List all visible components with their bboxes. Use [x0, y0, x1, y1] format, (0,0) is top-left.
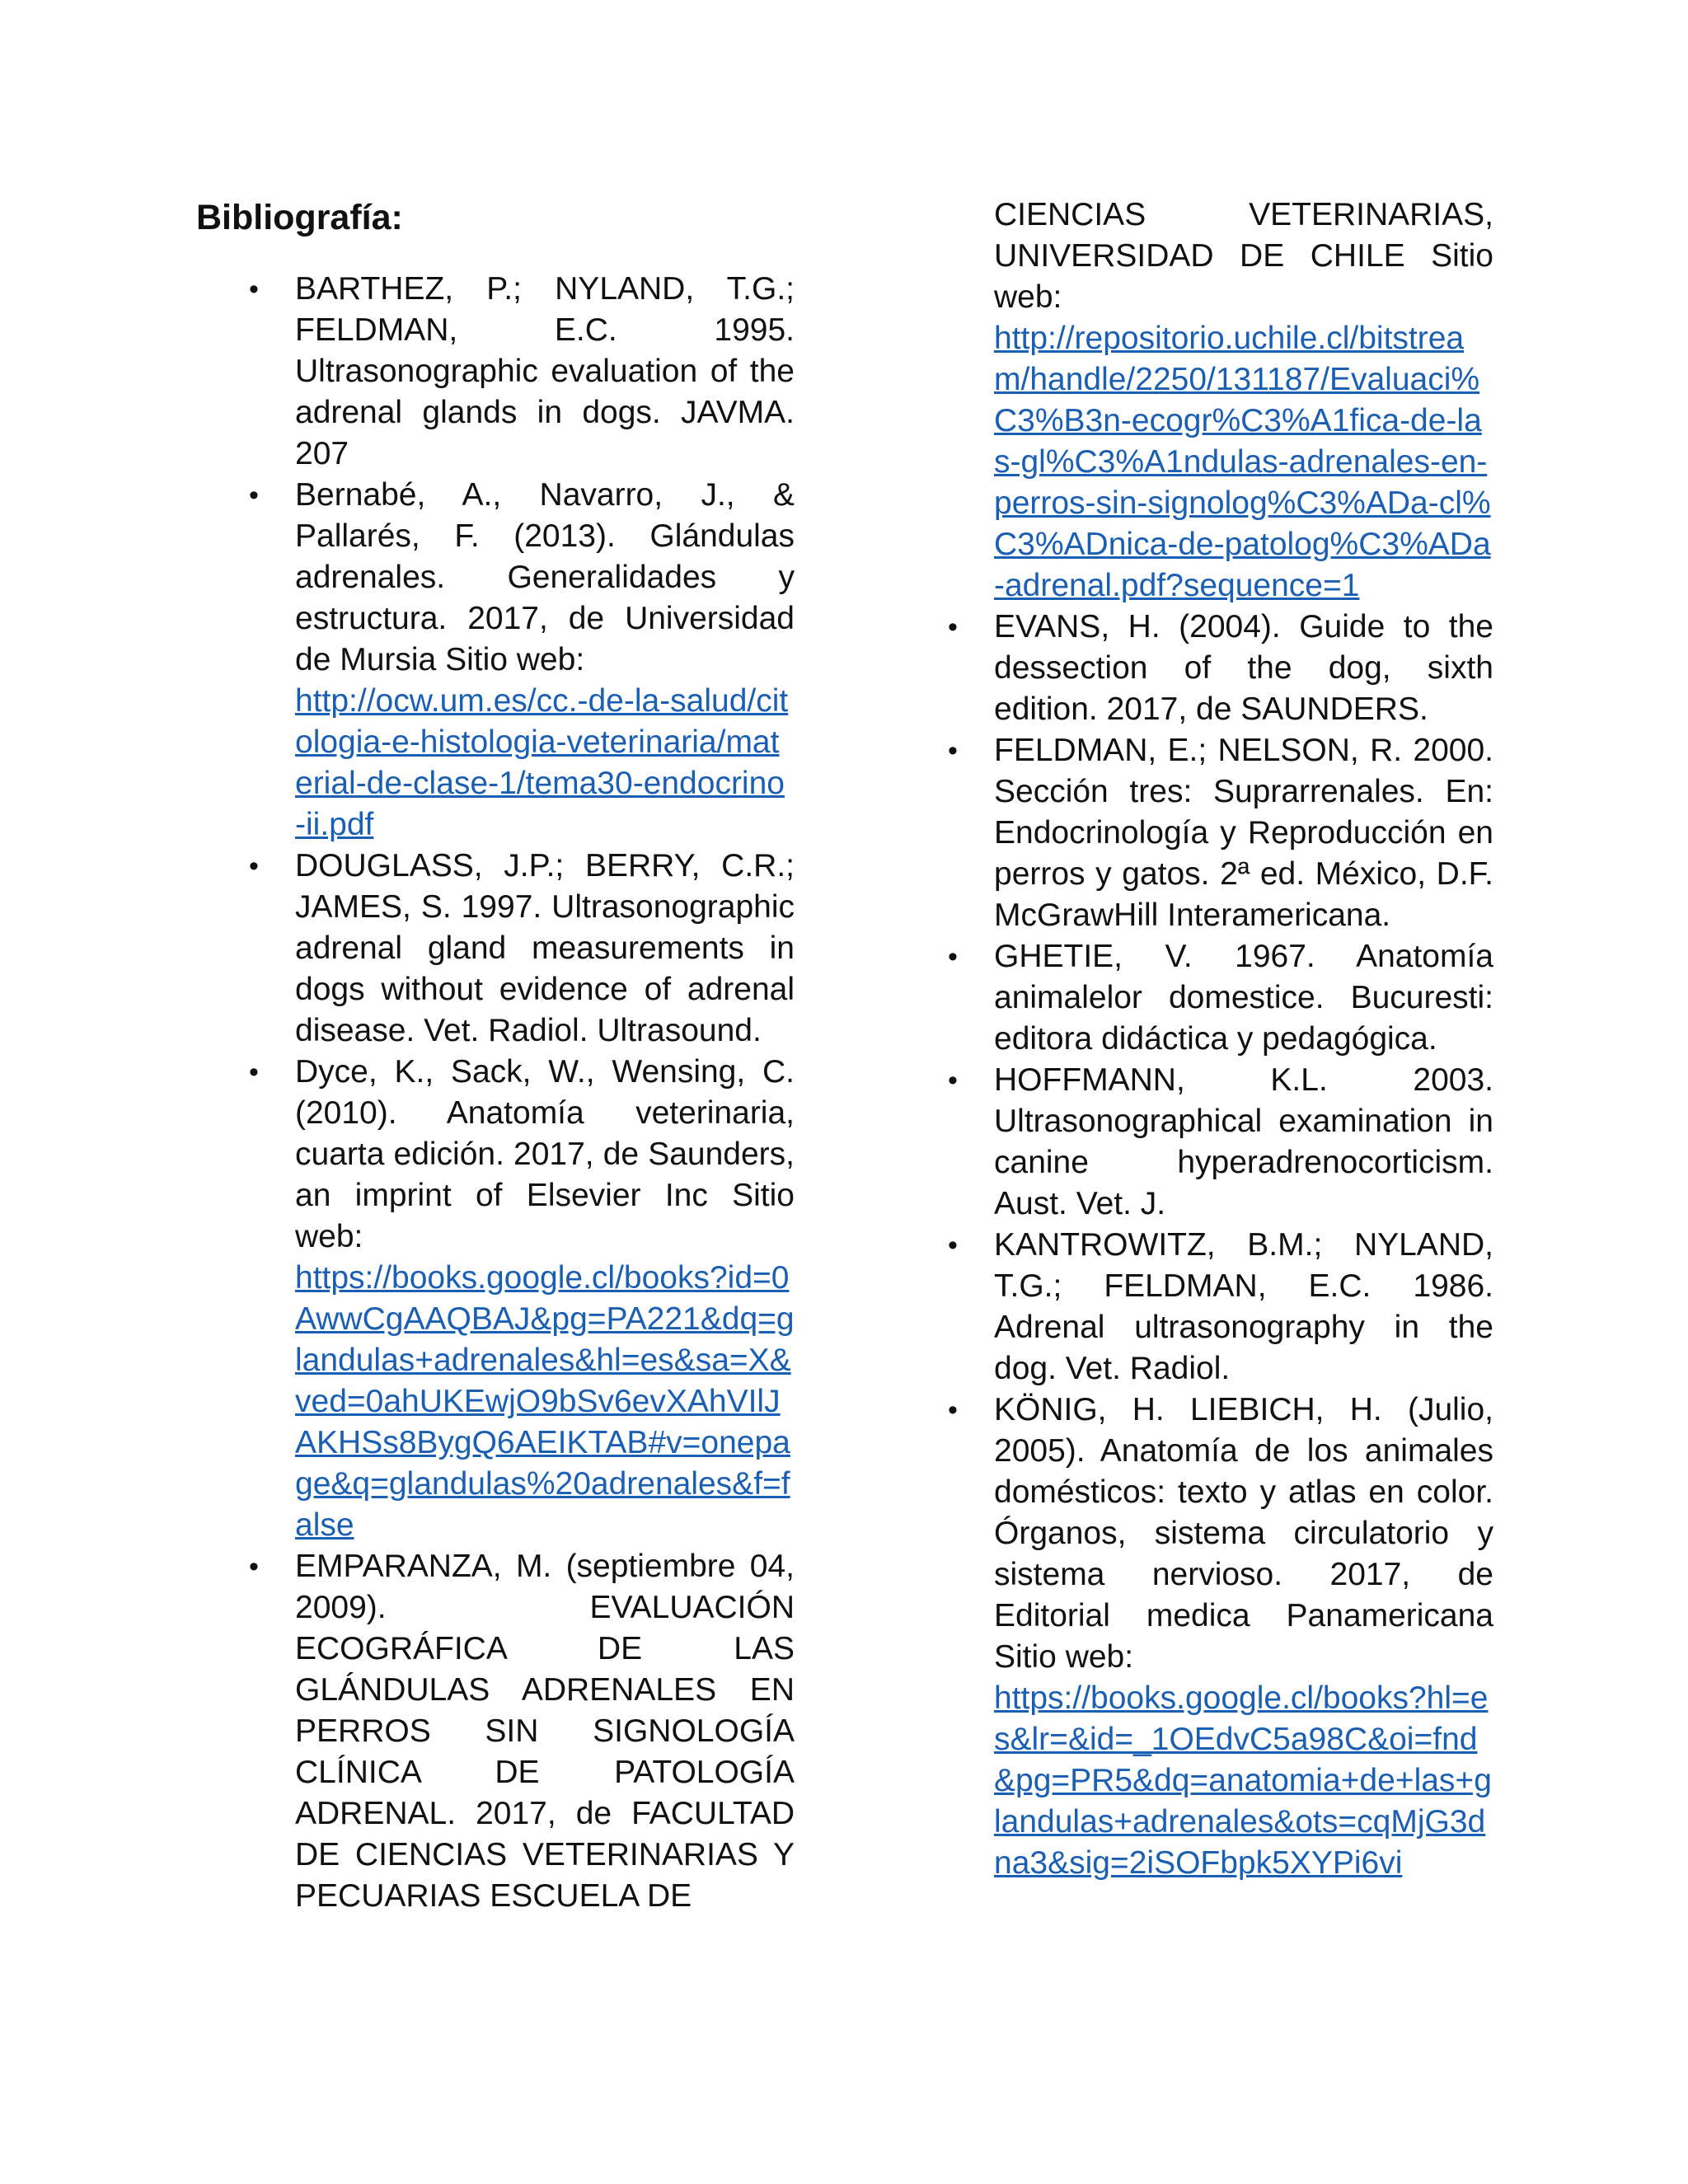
reference-text: EVANS, H. (2004). Guide to the dessection of the dog, sixth edition. 2017, de SAUNDERS. [994, 609, 1493, 727]
bibliography-column-right [895, 194, 1493, 1884]
reference-text: KANTROWITZ, B.M.; NYLAND, T.G.; FELDMAN, E.C. 1986. Adrenal ultrasonography in the dog. Vet. Radiol. [994, 1227, 1493, 1386]
reference-text: BARTHEZ, P.; NYLAND, T.G.; FELDMAN, E.C. 1995. Ultrasonographic evaluation of the adrenal glands in dogs. JAVMA. 207 [295, 271, 795, 471]
reference-item [196, 1052, 795, 1546]
reference-text: CIENCIAS VETERINARIAS, UNIVERSIDAD DE CHILE Sitio web: [994, 197, 1493, 315]
reference-item [196, 846, 795, 1052]
reference-text: EMPARANZA, M. (septiembre 04, 2009). EVALUACIÓN ECOGRÁFICA DE LAS GLÁNDULAS ADRENALES EN PERROS SIN SIGNOLOGÍA CLÍNICA DE PATOLOGÍA ADRENAL. 2017, de FACULTAD DE CIENCIAS VETERINARIAS Y PECUARIAS ESCUELA DE [295, 1549, 795, 1914]
bibliography-column-left [196, 269, 795, 1917]
reference-list-left [196, 269, 795, 1917]
reference-item [196, 1546, 795, 1917]
bullet-icon: • [249, 1057, 259, 1088]
bullet-icon: • [948, 612, 958, 643]
reference-text: Dyce, K., Sack, W., Wensing, C. (2010). Anatomía veterinaria, cuarta edición. 2017, de Saunders, an imprint of Elsevier Inc Sitio web: [295, 1054, 795, 1254]
reference-item [895, 1390, 1493, 1884]
bullet-icon: • [249, 851, 259, 882]
reference-item [895, 730, 1493, 936]
page-title: Bibliografía: [196, 198, 403, 237]
reference-link[interactable]: http://ocw.um.es/cc.-de-la-salud/citologia-e-histologia-veterinaria/material-de-clase-1/tema30-endocrino-ii.pdf [295, 683, 789, 842]
bullet-icon: • [948, 1065, 958, 1096]
reference-item [196, 475, 795, 846]
reference-item [895, 1060, 1493, 1225]
bullet-icon: • [249, 480, 259, 511]
reference-item [196, 269, 795, 475]
reference-list-right [895, 194, 1493, 1884]
reference-text: DOUGLASS, J.P.; BERRY, C.R.; JAMES, S. 1997. Ultrasonographic adrenal gland measurements in dogs without evidence of adrenal disease. Vet. Radiol. Ultrasound. [295, 848, 795, 1048]
bullet-icon: • [948, 1394, 958, 1426]
reference-text: GHETIE, V. 1967. Anatomía animalelor domestice. Bucuresti: editora didáctica y pedagógica. [994, 939, 1493, 1057]
bullet-icon: • [948, 1230, 958, 1261]
reference-item [895, 607, 1493, 730]
reference-text: FELDMAN, E.; NELSON, R. 2000. Sección tres: Suprarrenales. En: Endocrinología y Reproducción en perros y gatos. 2ª ed. México, D.F. McGrawHill Interamericana. [994, 733, 1493, 933]
reference-text: KÖNIG, H. LIEBICH, H. (Julio, 2005). Anatomía de los animales domésticos: texto y atlas en color. Órganos, sistema circulatorio y sistema nervioso. 2017, de Editorial medica Panamericana Sitio web: [994, 1392, 1493, 1675]
reference-item-continued [895, 194, 1493, 607]
reference-link[interactable]: http://repositorio.uchile.cl/bitstream/handle/2250/131187/Evaluaci%C3%B3n-ecogr%C3%A1fica-de-las-gl%C3%A1ndulas-adrenales-en-perros-sin-signolog%C3%ADa-cl%C3%ADnica-de-patolog%C3%ADa-adrenal.pdf?sequence=1 [994, 321, 1491, 603]
reference-link[interactable]: https://books.google.cl/books?id=0AwwCgAAQBAJ&pg=PA221&dq=glandulas+adrenales&hl=es&sa=X&ved=0ahUKEwjO9bSv6evXAhVIlJAKHSs8BygQ6AEIKTAB#v=onepage&q=glandulas%20adrenales&f=false [295, 1260, 795, 1543]
bullet-icon: • [249, 274, 259, 305]
reference-item [895, 936, 1493, 1060]
bullet-icon: • [948, 941, 958, 972]
bullet-icon: • [249, 1551, 259, 1582]
reference-text: Bernabé, A., Navarro, J., & Pallarés, F. (2013). Glándulas adrenales. Generalidades y estructura. 2017, de Universidad de Mursia Sitio web: [295, 477, 795, 677]
reference-link[interactable]: https://books.google.cl/books?hl=es&lr=&id=_1OEdvC5a98C&oi=fnd&pg=PR5&dq=anatomia+de+las+glandulas+adrenales&ots=cqMjG3dna3&sig=2iSOFbpk5XYPi6vi [994, 1680, 1492, 1881]
reference-item [895, 1225, 1493, 1390]
reference-text: HOFFMANN, K.L. 2003. Ultrasonographical examination in canine hyperadrenocorticism. Aust. Vet. J. [994, 1062, 1493, 1221]
bullet-icon: • [948, 735, 958, 766]
